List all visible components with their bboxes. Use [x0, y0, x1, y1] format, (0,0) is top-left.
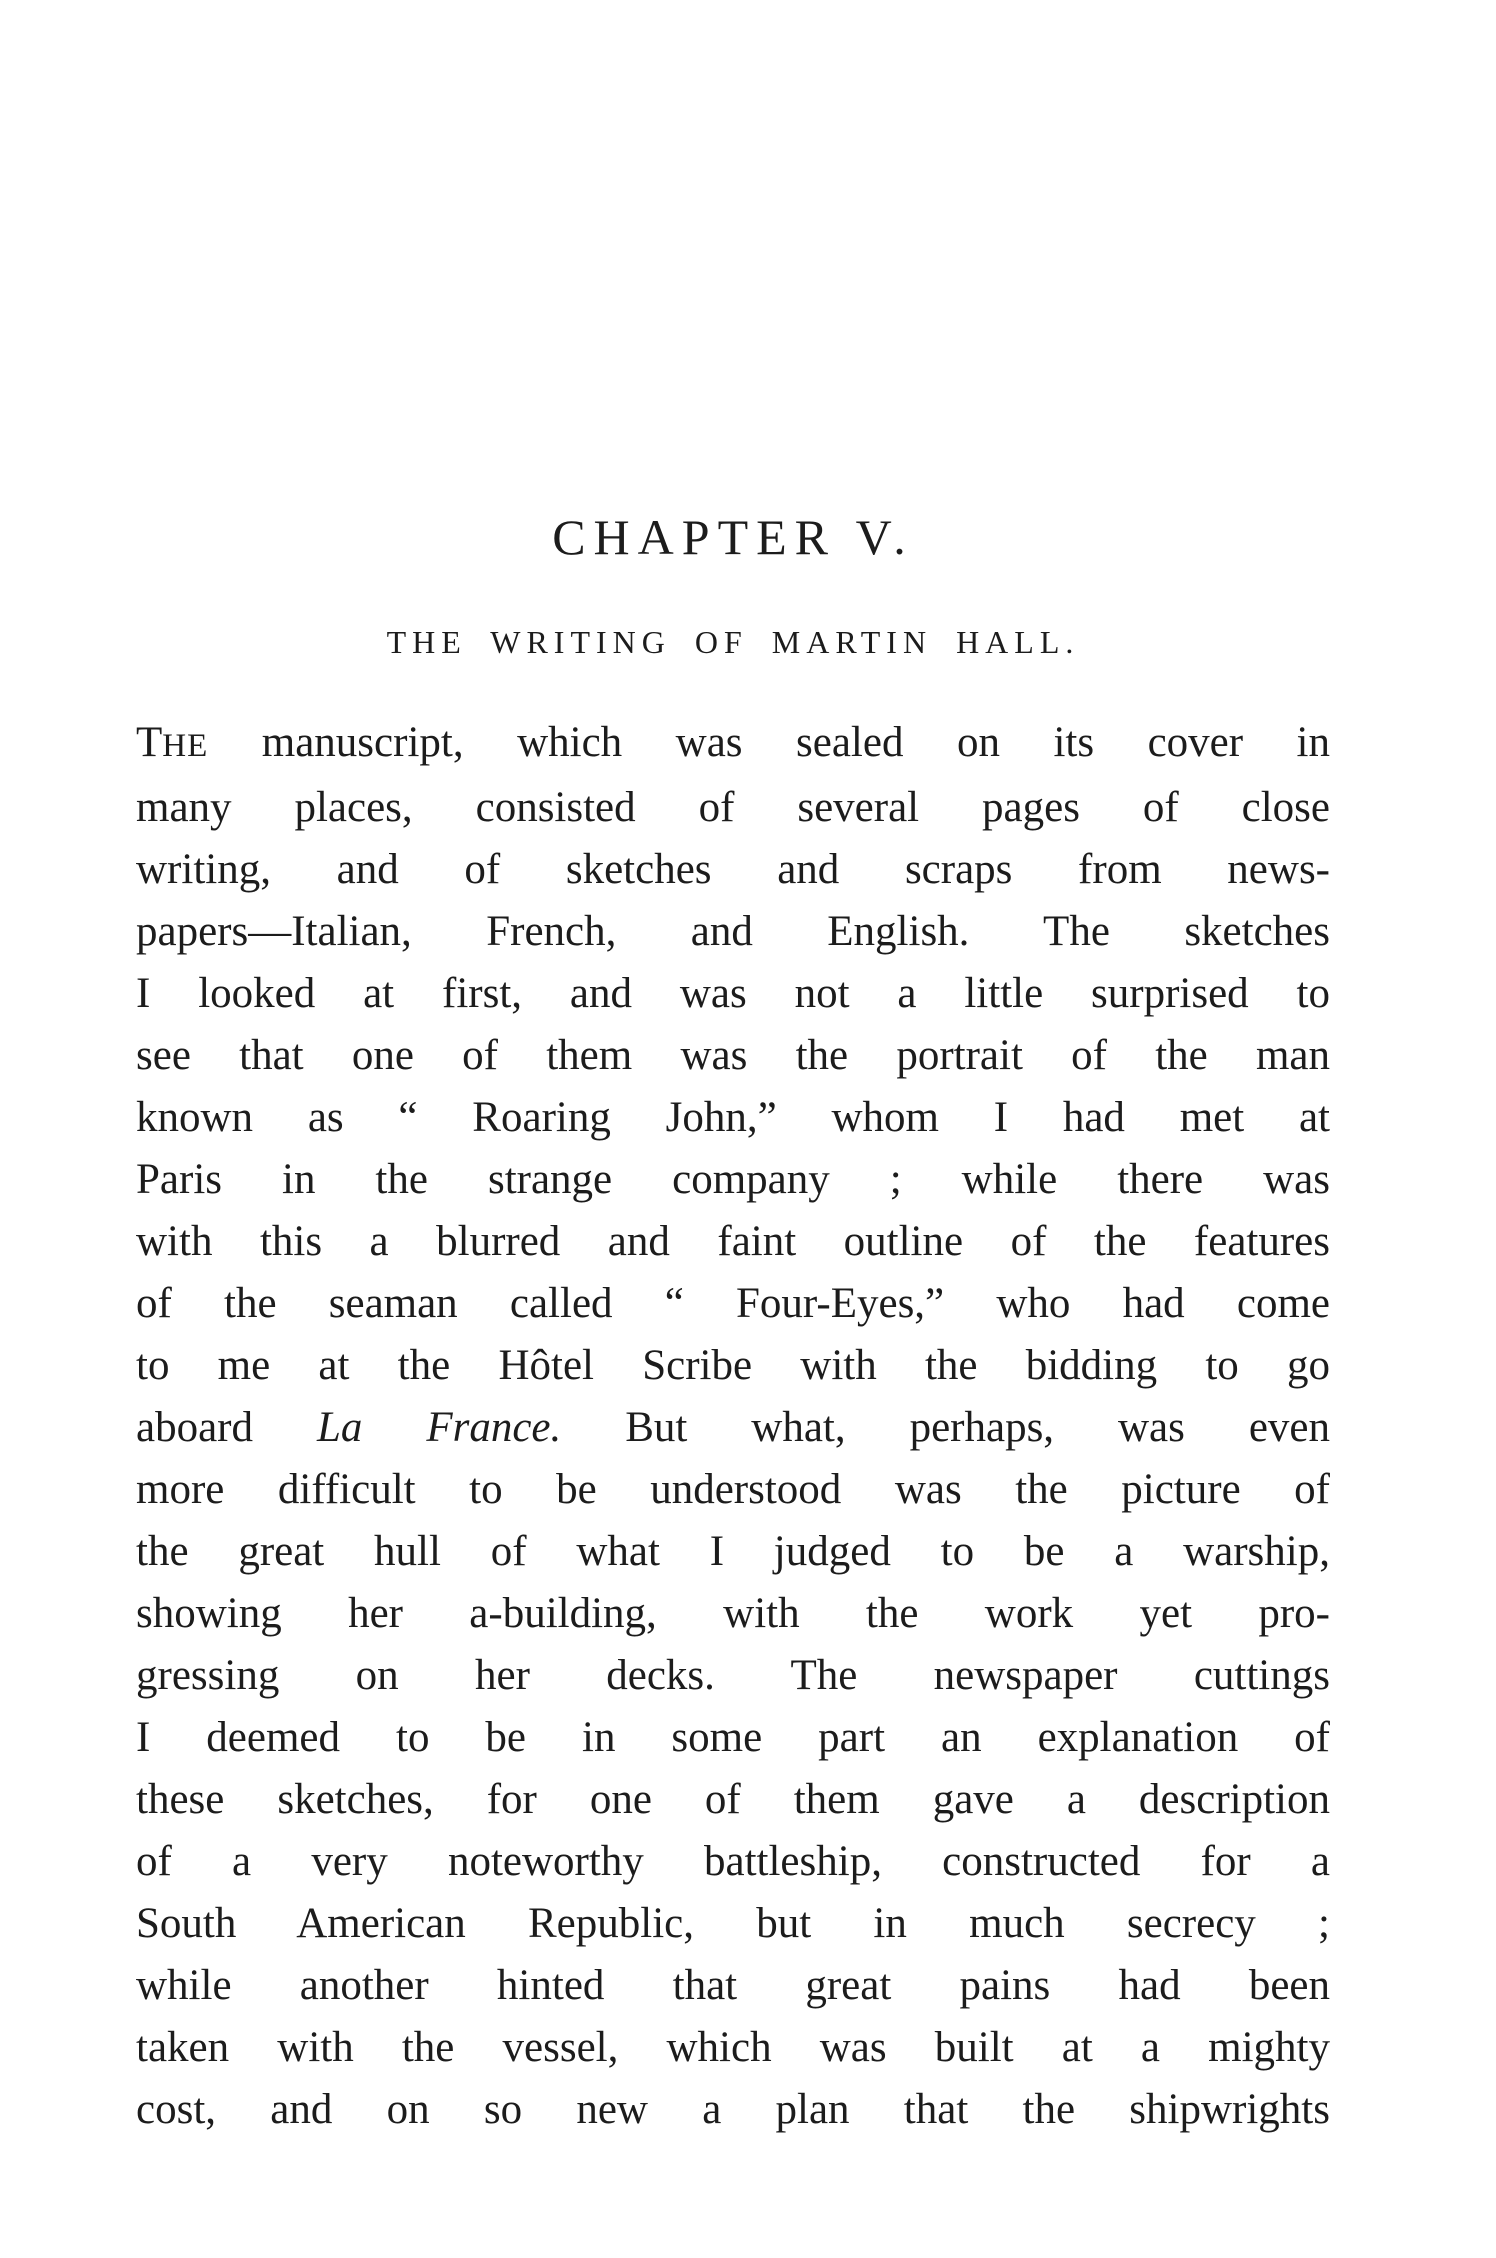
text-line: papers—Italian, French, and English. The sketches — [136, 908, 1330, 955]
text-line: taken with the vessel, which was built at a mighty — [136, 2024, 1330, 2071]
text-line: I deemed to be in some part an explanation of — [136, 1714, 1330, 1761]
text-line: see that one of them was the portrait of the man — [136, 1032, 1330, 1079]
text-line: known as “ Roaring John,” whom I had met at — [136, 1094, 1330, 1141]
lead-rest: manuscript, which was sealed on its cover in — [208, 719, 1330, 766]
text-line-italic — [136, 1397, 1330, 1459]
italic-line-after: But what, perhaps, was even — [561, 1404, 1330, 1451]
text-line: with this a blurred and faint outline of the features — [136, 1218, 1330, 1265]
chapter-title: CHAPTER V. — [552, 509, 914, 565]
text-line: gressing on her decks. The newspaper cuttings — [136, 1652, 1330, 1699]
text-line: more difficult to be understood was the picture of — [136, 1466, 1330, 1513]
paragraph — [136, 712, 1330, 2141]
text-line: I looked at first, and was not a little surprised to — [136, 970, 1330, 1017]
lead-capital: T — [136, 719, 163, 766]
text-line: the great hull of what I judged to be a warship, — [136, 1528, 1330, 1575]
section-title: THE WRITING OF MARTIN HALL. — [386, 624, 1080, 660]
text-line: while another hinted that great pains had been — [136, 1962, 1330, 2009]
text-line-lead — [136, 712, 1330, 777]
text-line: of a very noteworthy battleship, constructed for a — [136, 1838, 1330, 1885]
text-line: cost, and on so new a plan that the shipwrights — [136, 2086, 1330, 2133]
italic-phrase: La France. — [316, 1404, 562, 1451]
text-line: these sketches, for one of them gave a description — [136, 1776, 1330, 1823]
text-line: writing, and of sketches and scraps from news- — [136, 846, 1330, 893]
text-line: showing her a-building, with the work yet pro- — [136, 1590, 1330, 1637]
lead-small-caps: HE — [162, 728, 209, 764]
text-line: Paris in the strange company ; while there was — [136, 1156, 1330, 1203]
text-line: of the seaman called “ Four-Eyes,” who had come — [136, 1280, 1330, 1327]
text-line: to me at the Hôtel Scribe with the bidding to go — [136, 1342, 1330, 1389]
text-line: many places, consisted of several pages of close — [136, 784, 1330, 831]
text-line: South American Republic, but in much secrecy ; — [136, 1900, 1330, 1947]
italic-line-before: aboard — [136, 1404, 317, 1451]
